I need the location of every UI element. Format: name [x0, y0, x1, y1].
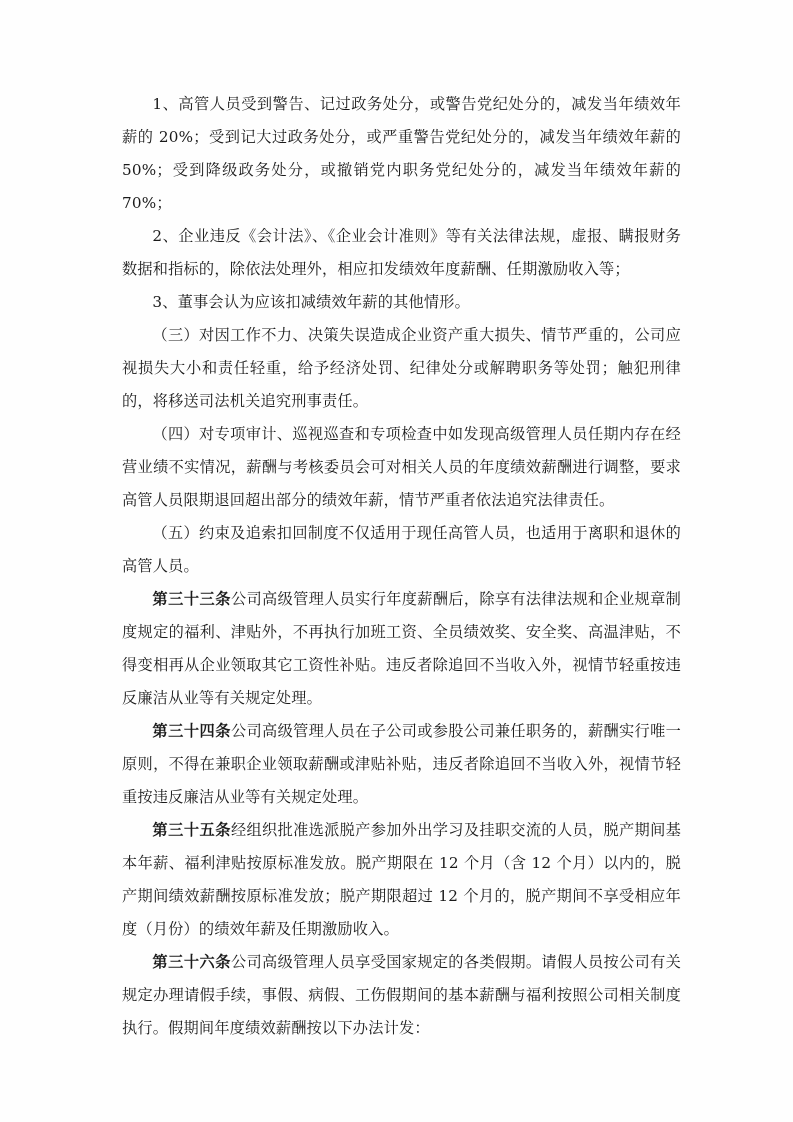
article-title: 第三十三条: [152, 590, 231, 608]
list-item-text: 董事会认为应该扣减绩效年薪的其他情形。: [177, 293, 471, 311]
list-item: [122, 319, 681, 418]
list-item: [122, 418, 681, 517]
article-33: [122, 583, 681, 715]
list-item-text: 约束及追索扣回制度不仅适用于现任高管人员，也适用于离职和退休的高管人员。: [122, 524, 681, 575]
list-item-marker: （四）: [152, 425, 200, 443]
list-item-marker: （三）: [152, 326, 200, 344]
list-item: [122, 286, 681, 319]
article-title: 第三十四条: [152, 722, 231, 740]
article-text: 经组织批准选派脱产参加外出学习及挂职交流的人员，脱产期间基本年薪、福利津贴按原标准发放。脱产期限在 12 个月（含 12 个月）以内的，脱产期间绩效薪酬按原标准发放；脱产期限超过 12 个月的，脱产期间不享受相应年度（月份）的绩效年薪及任期激励收入。: [122, 821, 681, 938]
article-34: [122, 715, 681, 814]
list-item-marker: 3、: [152, 293, 178, 311]
list-item: [122, 88, 681, 220]
list-item-marker: 1、: [152, 95, 179, 113]
article-text: 公司高级管理人员享受国家规定的各类假期。请假人员按公司有关规定办理请假手续，事假、病假、工伤假期间的基本薪酬与福利按照公司相关制度执行。假期间年度绩效薪酬按以下办法计发：: [122, 953, 681, 1037]
article-title: 第三十六条: [152, 953, 231, 971]
article-text: 公司高级管理人员在子公司或参股公司兼任职务的，薪酬实行唯一原则，不得在兼职企业领取薪酬或津贴补贴，违反者除追回不当收入外，视情节轻重按违反廉洁从业等有关规定处理。: [122, 722, 681, 806]
list-item-text: 对因工作不力、决策失误造成企业资产重大损失、情节严重的，公司应视损失大小和责任轻重，给予经济处罚、纪律处分或解聘职务等处罚；触犯刑律的，将移送司法机关追究刑事责任。: [122, 326, 681, 410]
article-text: 公司高级管理人员实行年度薪酬后，除享有法律法规和企业规章制度规定的福利、津贴外，不再执行加班工资、全员绩效奖、安全奖、高温津贴，不得变相再从企业领取其它工资性补贴。违反者除追回不当收入外，视情节轻重按违反廉洁从业等有关规定处理。: [122, 590, 681, 707]
document-body: [122, 88, 681, 1045]
list-item: [122, 220, 681, 286]
article-36: [122, 946, 681, 1045]
article-35: [122, 814, 681, 946]
list-item-text: 企业违反《会计法》、《企业会计准则》等有关法律法规，虚报、瞒报财务数据和指标的，除依法处理外，相应扣发绩效年度薪酬、任期激励收入等；: [122, 227, 681, 278]
article-title: 第三十五条: [152, 821, 231, 839]
list-item-text: 对专项审计、巡视巡查和专项检查中如发现高级管理人员任期内存在经营业绩不实情况，薪酬与考核委员会可对相关人员的年度绩效薪酬进行调整，要求高管人员限期退回超出部分的绩效年薪，情节严重者依法追究法律责任。: [122, 425, 681, 509]
list-item: [122, 517, 681, 583]
list-item-marker: （五）: [152, 524, 200, 542]
list-item-marker: 2、: [152, 227, 179, 245]
list-item-text: 高管人员受到警告、记过政务处分，或警告党纪处分的，减发当年绩效年薪的 20%；受到记大过政务处分，或严重警告党纪处分的，减发当年绩效年薪的 50%；受到降级政务处分，或撤销党内职务党纪处分的，减发当年绩效年薪的 70%；: [122, 95, 681, 212]
